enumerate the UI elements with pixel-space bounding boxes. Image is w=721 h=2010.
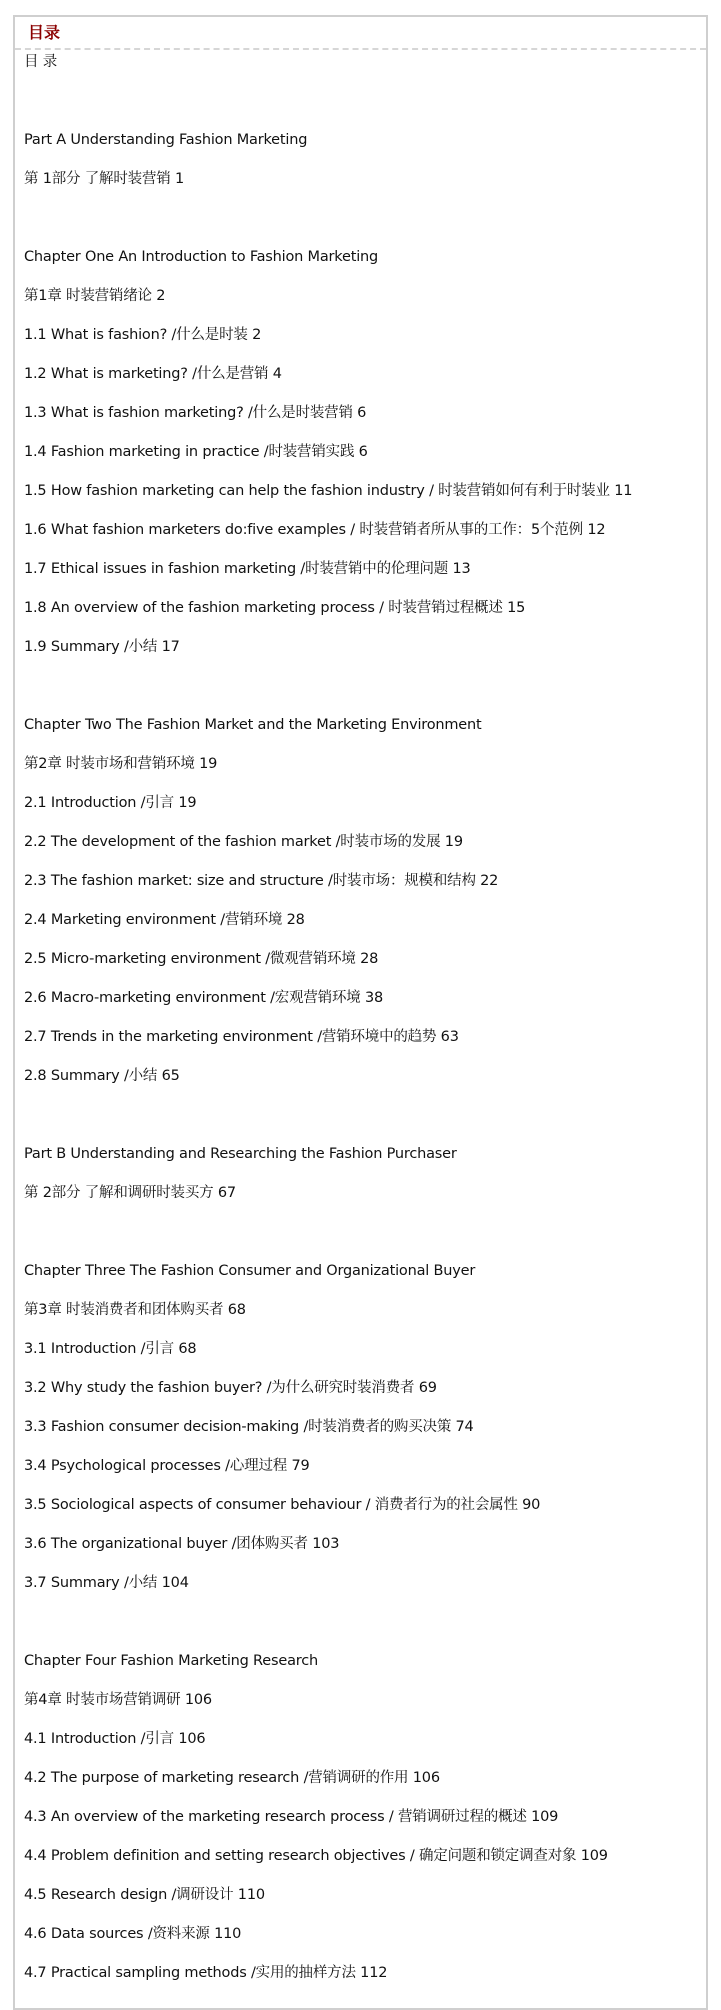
toc-entry: 3.1 Introduction /引言 68 xyxy=(24,1341,197,1357)
toc-entry: Chapter Four Fashion Marketing Research xyxy=(24,1653,318,1669)
toc-entry: 4.1 Introduction /引言 106 xyxy=(24,1731,206,1747)
toc-entry: Chapter One An Introduction to Fashion Marketing xyxy=(24,249,379,265)
toc-entry: 2.3 The fashion market: size and structure /时装市场：规模和结构 22 xyxy=(24,873,499,889)
panel-header xyxy=(15,17,706,50)
toc-entry: 第2章 时装市场和营销环境 19 xyxy=(24,756,218,772)
toc-entry: 3.6 The organizational buyer /团体购买者 103 xyxy=(24,1536,340,1552)
toc-entry: 第1章 时装营销绪论 2 xyxy=(24,288,166,304)
toc-entry: 4.5 Research design /调研设计 110 xyxy=(24,1887,265,1903)
toc-entry: 4.3 An overview of the marketing research process / 营销调研过程的概述 109 xyxy=(24,1809,559,1825)
toc-entry: 3.5 Sociological aspects of consumer behaviour / 消费者行为的社会属性 90 xyxy=(24,1497,541,1513)
toc-entry: 1.8 An overview of the fashion marketing process / 时装营销过程概述 15 xyxy=(24,600,526,616)
toc-entry: 4.2 The purpose of marketing research /营销调研的作用 106 xyxy=(24,1770,440,1786)
toc-entry: 2.1 Introduction /引言 19 xyxy=(24,795,197,811)
toc-entry: 2.5 Micro-marketing environment /微观营销环境 28 xyxy=(24,951,379,967)
toc-entry: 3.7 Summary /小结 104 xyxy=(24,1575,189,1591)
toc-panel xyxy=(13,15,708,2010)
toc-entry: 1.5 How fashion marketing can help the fashion industry / 时装营销如何有利于时装业 11 xyxy=(24,483,633,499)
toc-entry: Chapter Two The Fashion Market and the Marketing Environment xyxy=(24,717,482,733)
panel-title: 目录 xyxy=(28,23,61,42)
toc-entry: Chapter Three The Fashion Consumer and Organizational Buyer xyxy=(24,1263,476,1279)
toc-entry: 4.6 Data sources /资料来源 110 xyxy=(24,1926,242,1942)
toc-entry: 2.7 Trends in the marketing environment /营销环境中的趋势 63 xyxy=(24,1029,459,1045)
toc-entry: 2.4 Marketing environment /营销环境 28 xyxy=(24,912,305,928)
toc-entry: 2.6 Macro-marketing environment /宏观营销环境 38 xyxy=(24,990,384,1006)
toc-entry: 第4章 时装市场营销调研 106 xyxy=(24,1692,212,1708)
toc-entry: 3.3 Fashion consumer decision-making /时装消费者的购买决策 74 xyxy=(24,1419,474,1435)
toc-entry: 目 录 xyxy=(24,54,58,70)
toc-entry: 第3章 时装消费者和团体购买者 68 xyxy=(24,1302,246,1318)
toc-entry: 3.2 Why study the fashion buyer? /为什么研究时装消费者 69 xyxy=(24,1380,437,1396)
toc-entry: 4.7 Practical sampling methods /实用的抽样方法 112 xyxy=(24,1965,388,1981)
toc-entry: 1.7 Ethical issues in fashion marketing /时装营销中的伦理问题 13 xyxy=(24,561,471,577)
toc-entry: 1.4 Fashion marketing in practice /时装营销实践 6 xyxy=(24,444,368,460)
toc-entry: 1.1 What is fashion? /什么是时装 2 xyxy=(24,327,262,343)
toc-entry: 2.8 Summary /小结 65 xyxy=(24,1068,180,1084)
toc-entry: 1.2 What is marketing? /什么是营销 4 xyxy=(24,366,282,382)
toc-entry: 2.2 The development of the fashion market /时装市场的发展 19 xyxy=(24,834,463,850)
toc-entry: 1.9 Summary /小结 17 xyxy=(24,639,180,655)
toc-entry: Part B Understanding and Researching the Fashion Purchaser xyxy=(24,1146,457,1162)
toc-entry: Part A Understanding Fashion Marketing xyxy=(24,132,308,148)
toc-entry: 第 1部分 了解时装营销 1 xyxy=(24,171,184,187)
toc-entry: 1.6 What fashion marketers do:five examples / 时装营销者所从事的工作：5个范例 12 xyxy=(24,522,606,538)
toc-entry: 1.3 What is fashion marketing? /什么是时装营销 6 xyxy=(24,405,367,421)
toc-entry: 第 2部分 了解和调研时装买方 67 xyxy=(24,1185,236,1201)
toc-entry: 4.4 Problem definition and setting research objectives / 确定问题和锁定调查对象 109 xyxy=(24,1848,608,1864)
toc-entry: 3.4 Psychological processes /心理过程 79 xyxy=(24,1458,310,1474)
